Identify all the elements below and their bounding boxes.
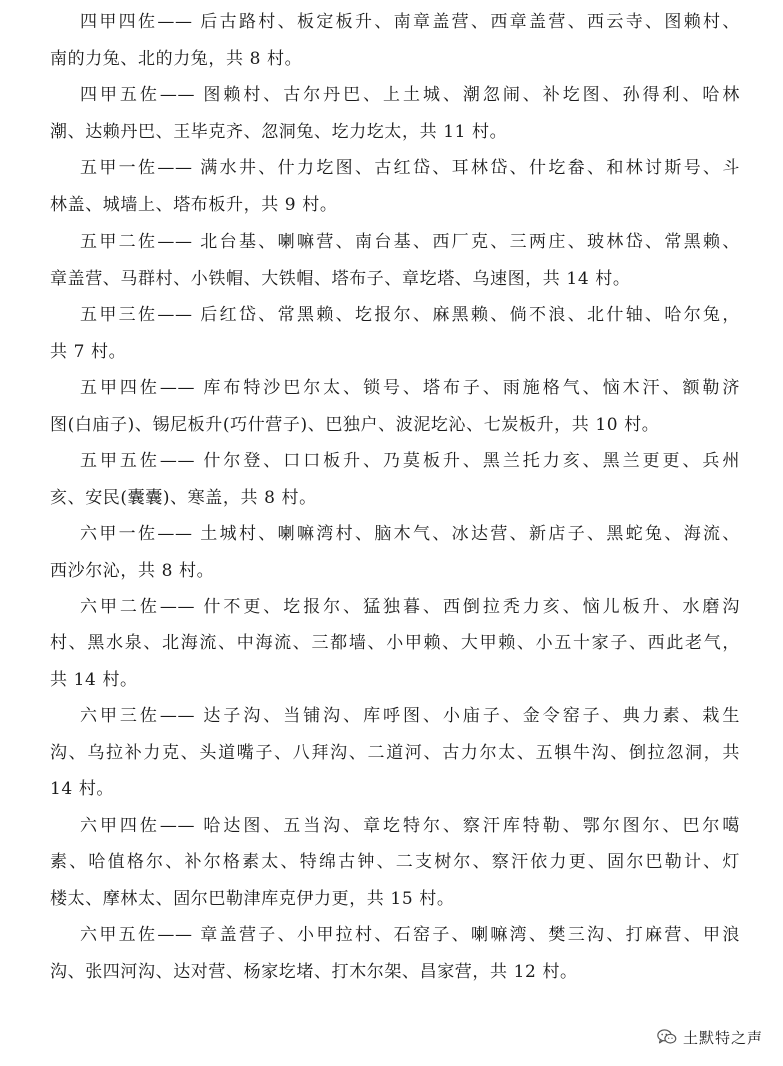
text-line: 林盖、城墙上、塔布板升，共 9 村。 xyxy=(50,195,338,215)
brand-name: 土默特之声 xyxy=(682,1028,763,1047)
text-line: 五甲五佐—— 什尔登、口口板升、乃莫板升、黑兰托力亥、黑兰更更、兵州 xyxy=(80,451,740,471)
text-line: 共 14 村。 xyxy=(50,670,138,690)
text-line: 四甲五佐—— 图赖村、古尔丹巴、上土城、潮忽闹、补圪图、孙得利、哈林 xyxy=(80,85,740,105)
text-line: 六甲二佐—— 什不更、圪报尔、猛独暮、西倒拉秃力亥、恼儿板升、水磨沟 xyxy=(80,597,740,617)
text-line: 潮、达赖丹巴、王毕克齐、忽洞兔、圪力圪太，共 11 村。 xyxy=(50,122,508,142)
text-line: 亥、安民(囊囊)、寒盖，共 8 村。 xyxy=(50,488,317,508)
watermark xyxy=(657,1026,763,1048)
text-line: 共 7 村。 xyxy=(50,342,127,362)
text-line: 六甲五佐—— 章盖营子、小甲拉村、石窑子、喇嘛湾、樊三沟、打麻营、甲浪 xyxy=(80,925,740,945)
text-line: 沟、张四河沟、达对营、杨家圪堵、打木尔架、昌家营，共 12 村。 xyxy=(50,962,578,982)
wechat-icon xyxy=(657,1028,677,1046)
text-line: 村、黑水泉、北海流、中海流、三都墙、小甲赖、大甲赖、小五十家子、西此老气， xyxy=(50,633,740,653)
text-line: 素、哈值格尔、补尔格素太、特绵古钟、二支树尔、察汗依力更、固尔巴勒计、灯 xyxy=(50,852,740,872)
text-line: 五甲一佐—— 满水井、什力圪图、古红岱、耳林岱、什圪畚、和林讨斯号、斗 xyxy=(80,158,740,178)
text-line: 南的力兔、北的力兔，共 8 村。 xyxy=(50,49,303,69)
text-line: 六甲一佐—— 土城村、喇嘛湾村、脑木气、冰达营、新店子、黑蛇兔、海流、 xyxy=(80,524,740,544)
text-line: 五甲三佐—— 后红岱、常黑赖、圪报尔、麻黑赖、倘不浪、北什轴、哈尔兔， xyxy=(80,305,740,325)
text-line: 沟、乌拉补力克、头道嘴子、八拜沟、二道河、古力尔太、五犋牛沟、倒拉忽洞，共 xyxy=(50,743,740,763)
text-line: 四甲四佐—— 后古路村、板定板升、南章盖营、西章盖营、西云寺、图赖村、 xyxy=(80,12,740,32)
text-line: 五甲二佐—— 北台基、喇嘛营、南台基、西厂克、三两庄、玻林岱、常黑赖、 xyxy=(80,232,740,252)
text-line: 楼太、摩林太、固尔巴勒津库克伊力更，共 15 村。 xyxy=(50,889,455,909)
text-line: 章盖营、马群村、小铁帽、大铁帽、塔布子、章圪塔、乌速图，共 14 村。 xyxy=(50,269,631,289)
text-line: 五甲四佐—— 库布特沙巴尔太、锁号、塔布子、雨施格气、恼木汗、额勒济 xyxy=(80,378,740,398)
text-line: 六甲四佐—— 哈达图、五当沟、章圪特尔、察汗库特勒、鄂尔图尔、巴尔噶 xyxy=(80,816,740,836)
text-line: 六甲三佐—— 达子沟、当铺沟、库呼图、小庙子、金令窑子、典力素、栽生 xyxy=(80,706,740,726)
text-line: 图(白庙子)、锡尼板升(巧什营子)、巴独户、波泥圪沁、七炭板升，共 10 村。 xyxy=(50,415,660,435)
text-line: 14 村。 xyxy=(50,779,115,799)
text-line: 西沙尔沁，共 8 村。 xyxy=(50,561,215,581)
